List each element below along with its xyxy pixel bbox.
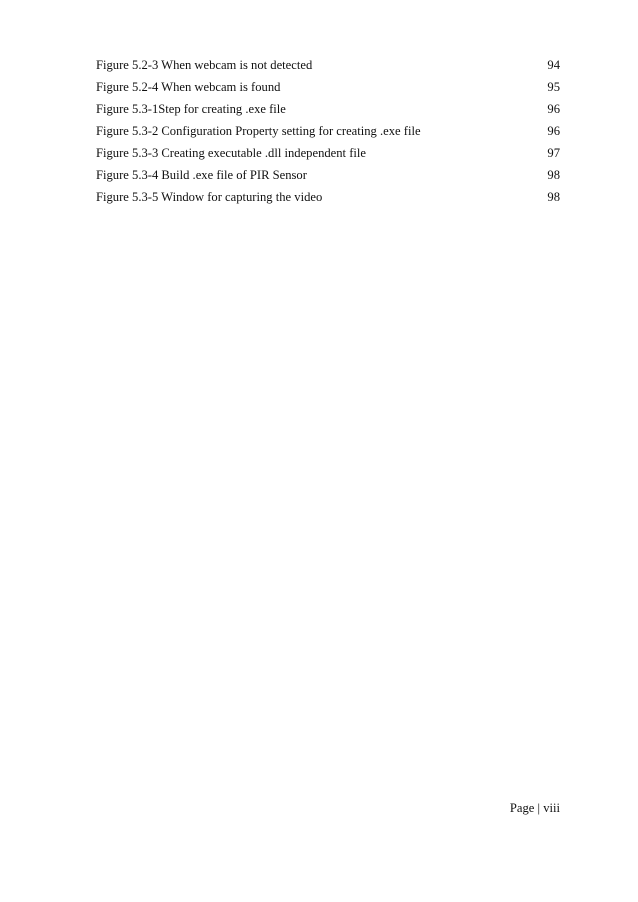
list-item (96, 123, 560, 145)
figure-title: Figure 5.2-3 When webcam is not detected (96, 58, 313, 72)
figure-page-number: 97 (547, 146, 560, 160)
figure-page-number: 95 (547, 80, 560, 94)
list-item (96, 167, 560, 189)
list-item (96, 79, 560, 101)
page-number-label: Page | viii (509, 801, 560, 815)
figure-title: Figure 5.2-4 When webcam is found (96, 80, 281, 94)
figure-page-number: 94 (547, 58, 560, 72)
figure-page-number: 96 (547, 124, 560, 138)
figure-title: Figure 5.3-5 Window for capturing the video (96, 190, 323, 204)
list-item (96, 189, 560, 211)
page-footer (510, 800, 560, 816)
figure-title: Figure 5.3-1Step for creating .exe file (96, 102, 286, 116)
list-item (96, 101, 560, 123)
figure-page-number: 98 (547, 190, 560, 204)
figure-title: Figure 5.3-4 Build .exe file of PIR Sensor (96, 168, 307, 182)
figure-title: Figure 5.3-3 Creating executable .dll independent file (96, 146, 366, 160)
list-of-figures (96, 57, 560, 211)
figure-page-number: 98 (547, 168, 560, 182)
figure-title: Figure 5.3-2 Configuration Property setting for creating .exe file (96, 124, 421, 138)
list-item (96, 57, 560, 79)
list-item (96, 145, 560, 167)
figure-page-number: 96 (547, 102, 560, 116)
